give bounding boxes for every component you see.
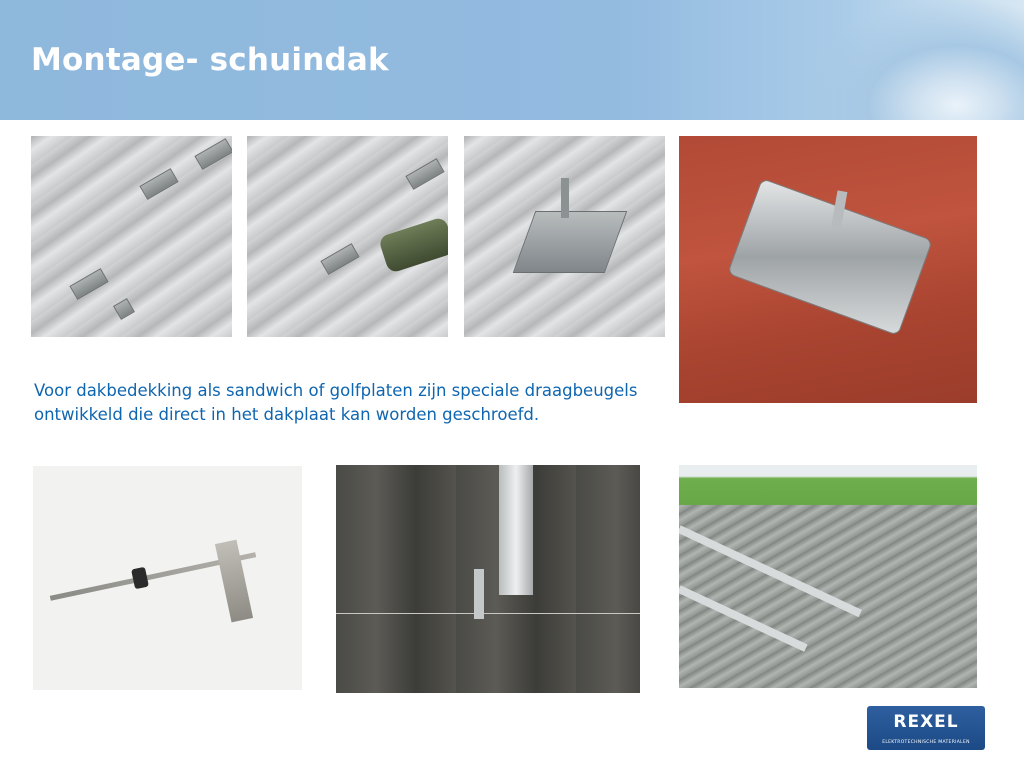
photo-rail-on-roof	[336, 465, 640, 693]
photo-hanger-bolt	[33, 466, 302, 690]
water-ripple-image	[800, 0, 1024, 120]
photo-roof-brackets	[31, 136, 232, 337]
logo-name: REXEL	[893, 712, 959, 732]
header-banner	[0, 0, 1024, 120]
description-text: Voor dakbedekking als sandwich of golfplaten zijn speciale draagbeugels ontwikkeld die direct in het dakplaat kan worden geschroefd.	[34, 381, 638, 424]
photo-bracket-closeup	[464, 136, 665, 337]
photo-steel-bracket-red-roof	[679, 136, 977, 403]
rexel-logo	[867, 706, 985, 750]
photo-drill-mounting	[247, 136, 448, 337]
photo-solar-rails-field	[679, 465, 977, 688]
slide-title: Montage- schuindak	[31, 42, 389, 78]
logo-tagline: ELEKTROTECHNISCHE MATERIALEN	[882, 740, 970, 745]
